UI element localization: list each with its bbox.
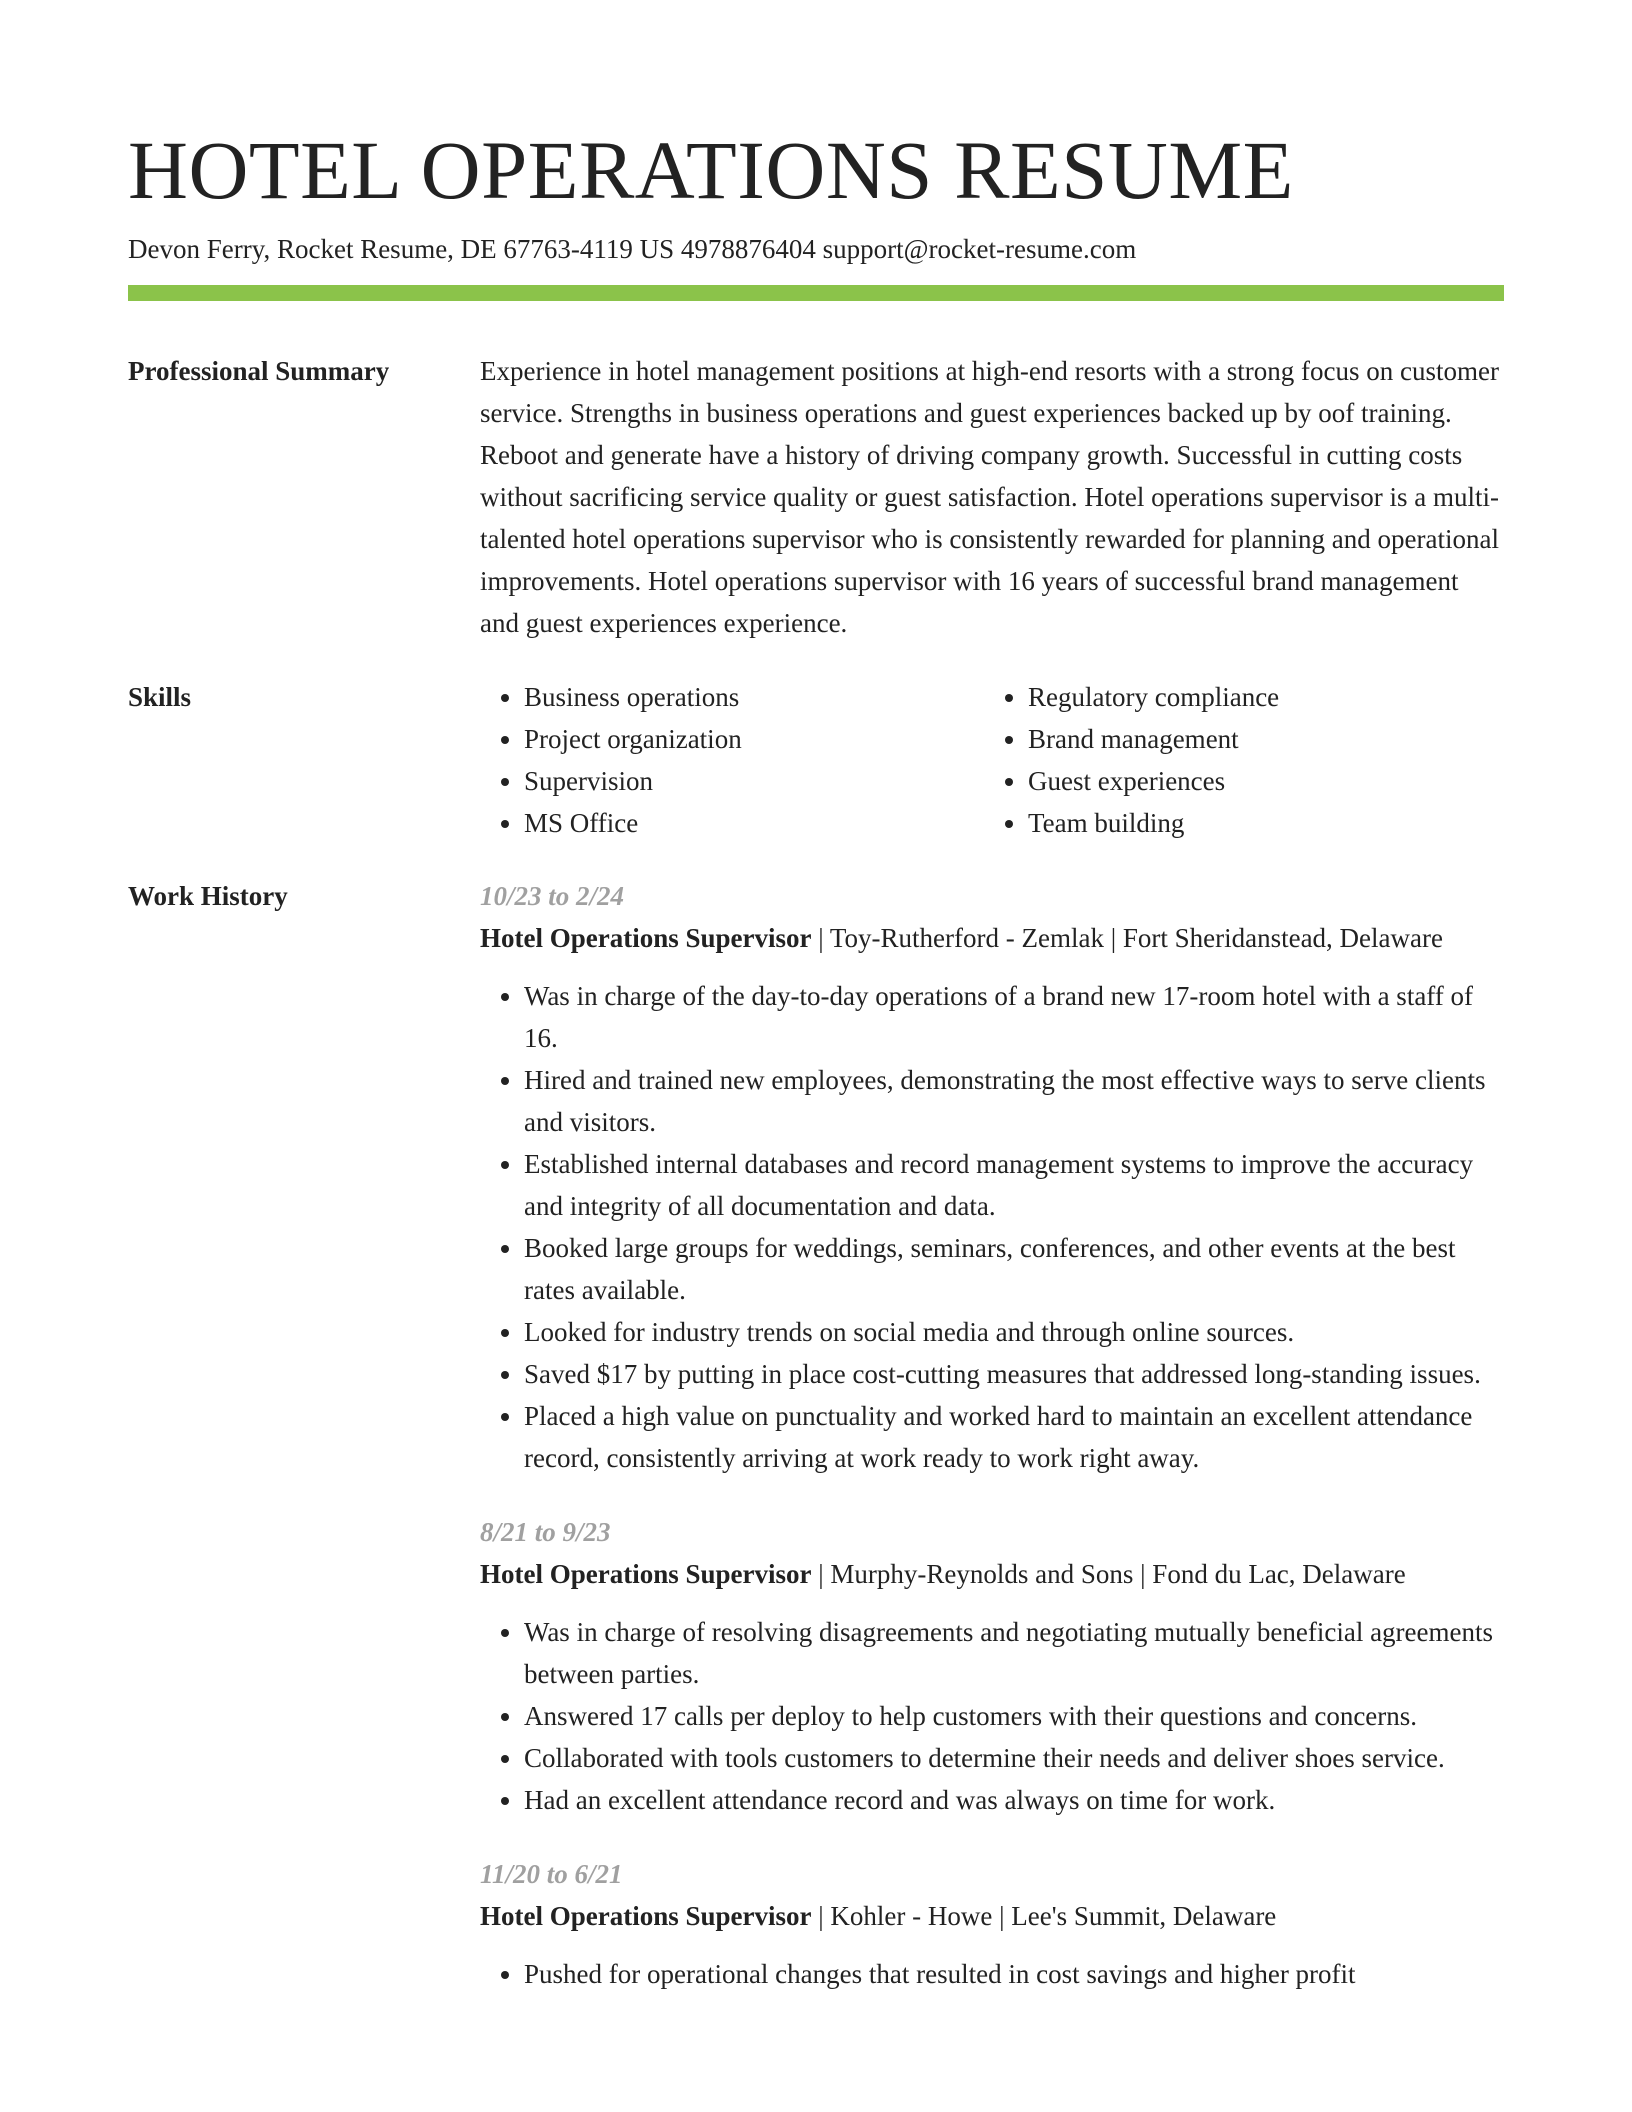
skill-item: • Regulatory compliance — [1028, 676, 1488, 718]
summary-label: Professional Summary — [128, 356, 390, 386]
job-heading — [480, 1553, 1504, 1595]
job-bullets — [480, 1953, 1504, 1995]
skill-item: • MS Office — [524, 802, 984, 844]
job-entry — [480, 1511, 1504, 1821]
skills-columns — [480, 676, 1504, 844]
job-entry — [480, 1853, 1504, 1995]
job-title: Hotel Operations Supervisor — [480, 1559, 812, 1589]
job-bullet: • Hired and trained new employees, demonstrating the most effective ways to serve clients and visitors. — [524, 1059, 1504, 1143]
job-dates: 11/20 to 6/21 — [480, 1859, 623, 1889]
resume-title: HOTEL OPERATIONS RESUME — [128, 124, 1294, 216]
skills-section — [480, 676, 1504, 844]
work-history-label: Work History — [128, 881, 288, 911]
job-heading — [480, 917, 1504, 959]
job-bullet: • Established internal databases and record management systems to improve the accuracy and integrity of all documentation and data. — [524, 1143, 1504, 1227]
job-bullets — [480, 1611, 1504, 1821]
job-title: Hotel Operations Supervisor — [480, 923, 812, 953]
job-details: | Murphy-Reynolds and Sons | Fond du Lac, Delaware — [811, 1559, 1406, 1589]
job-details: | Toy-Rutherford - Zemlak | Fort Sheridanstead, Delaware — [811, 923, 1443, 953]
job-bullet: • Had an excellent attendance record and was always on time for work. — [524, 1779, 1504, 1821]
job-heading — [480, 1895, 1504, 1937]
job-bullet: • Collaborated with tools customers to determine their needs and deliver shoes service. — [524, 1737, 1504, 1779]
skills-list-left — [480, 676, 984, 844]
work-history-section — [480, 875, 1504, 2027]
job-bullet: • Answered 17 calls per deploy to help customers with their questions and concerns. — [524, 1695, 1504, 1737]
skill-item: • Business operations — [524, 676, 984, 718]
summary-text: Experience in hotel management positions at high-end resorts with a strong focus on customer service. Strengths in business operations and guest experiences backed up by oof training. Reboot and generate have a history of driving company growth. Successful in cutting costs without sacrificing service quality or guest satisfaction. Hotel operations supervisor is a multi-talented hotel operations supervisor who is consistently rewarded for planning and operational improvements. Hotel operations supervisor with 16 years of successful brand management and guest experiences experience. — [480, 356, 1500, 638]
job-bullet: • Saved $17 by putting in place cost-cutting measures that addressed long-standing issues. — [524, 1353, 1504, 1395]
job-bullet: • Was in charge of the day-to-day operations of a brand new 17-room hotel with a staff of 16. — [524, 975, 1504, 1059]
skill-item: • Project organization — [524, 718, 984, 760]
job-details: | Kohler - Howe | Lee's Summit, Delaware — [811, 1901, 1277, 1931]
skill-item: • Guest experiences — [1028, 760, 1488, 802]
skills-label: Skills — [128, 682, 192, 712]
job-bullet: • Placed a high value on punctuality and worked hard to maintain an excellent attendance record, consistently arriving at work ready to work right away. — [524, 1395, 1504, 1479]
job-dates: 10/23 to 2/24 — [480, 881, 625, 911]
contact-line: Devon Ferry, Rocket Resume, DE 67763-4119 US 4978876404 support@rocket-resume.com — [128, 234, 1137, 264]
job-dates: 8/21 to 9/23 — [480, 1517, 611, 1547]
accent-divider — [128, 285, 1504, 301]
job-title: Hotel Operations Supervisor — [480, 1901, 812, 1931]
job-bullets — [480, 975, 1504, 1479]
skill-item: • Supervision — [524, 760, 984, 802]
job-bullet: • Booked large groups for weddings, seminars, conferences, and other events at the best rates available. — [524, 1227, 1504, 1311]
summary-section — [480, 350, 1504, 644]
job-bullet: • Pushed for operational changes that resulted in cost savings and higher profit — [524, 1953, 1504, 1995]
job-bullet: • Was in charge of resolving disagreements and negotiating mutually beneficial agreements between parties. — [524, 1611, 1504, 1695]
job-entry — [480, 875, 1504, 1479]
job-bullet: • Looked for industry trends on social media and through online sources. — [524, 1311, 1504, 1353]
skill-item: • Brand management — [1028, 718, 1488, 760]
skills-list-right — [984, 676, 1488, 844]
skill-item: • Team building — [1028, 802, 1488, 844]
